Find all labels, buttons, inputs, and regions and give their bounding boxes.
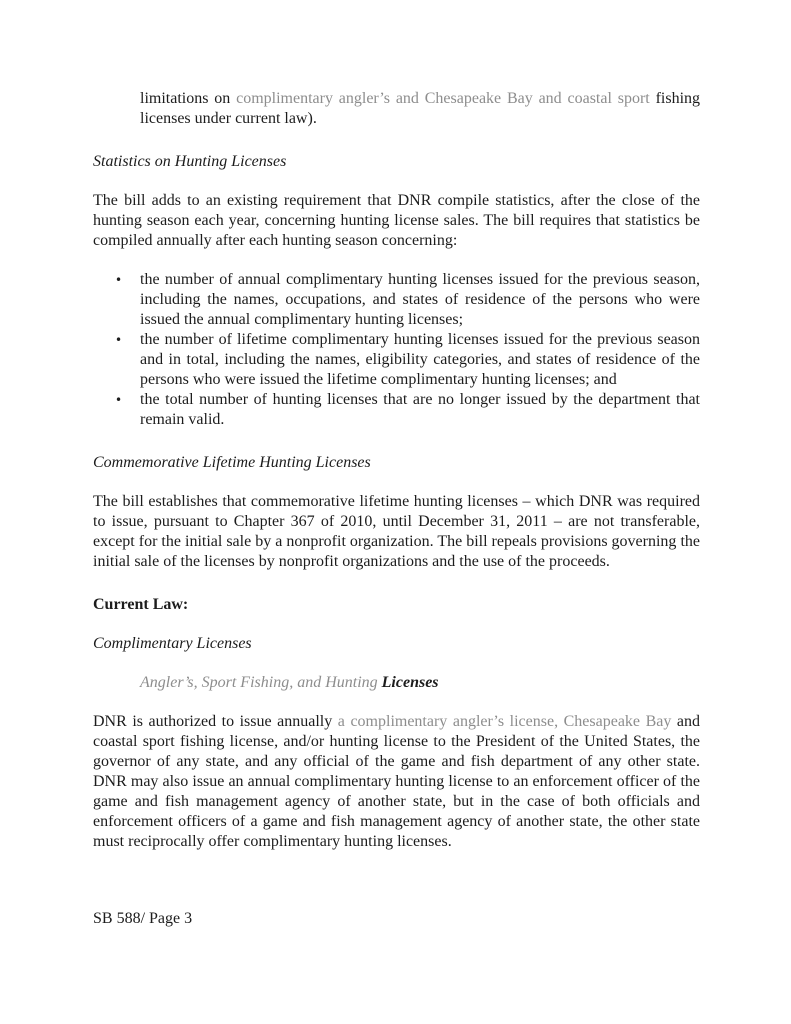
section-heading-commemorative: Commemorative Lifetime Hunting Licenses (93, 454, 371, 471)
current-law-text-dark-2: and coastal sport fishing license, and/or hunting license to the President of the United States, the governor of any state, and any official of the game and fish department of any other state. DNR may also issue an annual complimentary hunting license to an enforcement officer of the game and fish management agency of another state, but in the case of both officials and enforcement officers of a game and fish management agency of another state, the other state must reciprocally offer complimentary hunting licenses. (93, 713, 700, 850)
current-law-text-dark-1: DNR is authorized to issue annually (93, 713, 338, 730)
bullet-icon: • (115, 273, 123, 287)
bullet-text: the number of annual complimentary hunting licenses issued for the previous season, including the names, occupations, and states of residence of the persons who were issued the annual complimentary hunting licenses; (140, 271, 700, 328)
subheading-angler-sport-hunting (140, 673, 700, 693)
section-heading-statistics: Statistics on Hunting Licenses (93, 153, 287, 170)
page-footer: SB 588/ Page 3 (93, 910, 193, 927)
commemorative-paragraph: The bill establishes that commemorative lifetime hunting licenses – which DNR was required to issue, pursuant to Chapter 367 of 2010, until December 31, 2011 – are not transferable, except for the initial sale by a nonprofit organization. The bill repeals provisions governing the initial sale of the licenses by nonprofit organizations and the use of the proceeds. (93, 493, 700, 570)
bullet-list (93, 270, 700, 430)
continuation-text-dark-2: fishing licenses under current law). (140, 90, 701, 127)
continuation-paragraph (140, 89, 700, 129)
bullet-text: the number of lifetime complimentary hunting licenses issued for the previous season and in total, including the names, eligibility categories, and states of residence of the persons who were issued the lifetime complimentary hunting licenses; and (140, 331, 700, 388)
continuation-text-faded: complimentary angler’s and Chesapeake Bay and coastal sport (236, 90, 656, 107)
subheading-bold-text: Licenses (381, 674, 439, 691)
section-heading-current-law: Current Law: (93, 596, 189, 613)
bullet-item (93, 270, 700, 330)
bullet-item (93, 330, 700, 390)
bullet-item (93, 390, 700, 430)
subheading-faded-text: Angler’s, Sport Fishing, and Hunting (140, 674, 382, 691)
bullet-text: the total number of hunting licenses that are no longer issued by the department that remain valid. (140, 391, 700, 428)
continuation-text-dark-1: limitations on (140, 90, 237, 107)
statistics-paragraph: The bill adds to an existing requirement that DNR compile statistics, after the close of the hunting season each year, concerning hunting license sales. The bill requires that statistics be compiled annually after each hunting season concerning: (93, 192, 700, 249)
bullet-icon: • (115, 393, 123, 407)
subheading-complimentary-licenses: Complimentary Licenses (93, 635, 252, 652)
current-law-paragraph (93, 712, 700, 852)
bullet-icon: • (115, 333, 123, 347)
current-law-text-faded: a complimentary angler’s license, Chesapeake Bay (337, 713, 677, 730)
